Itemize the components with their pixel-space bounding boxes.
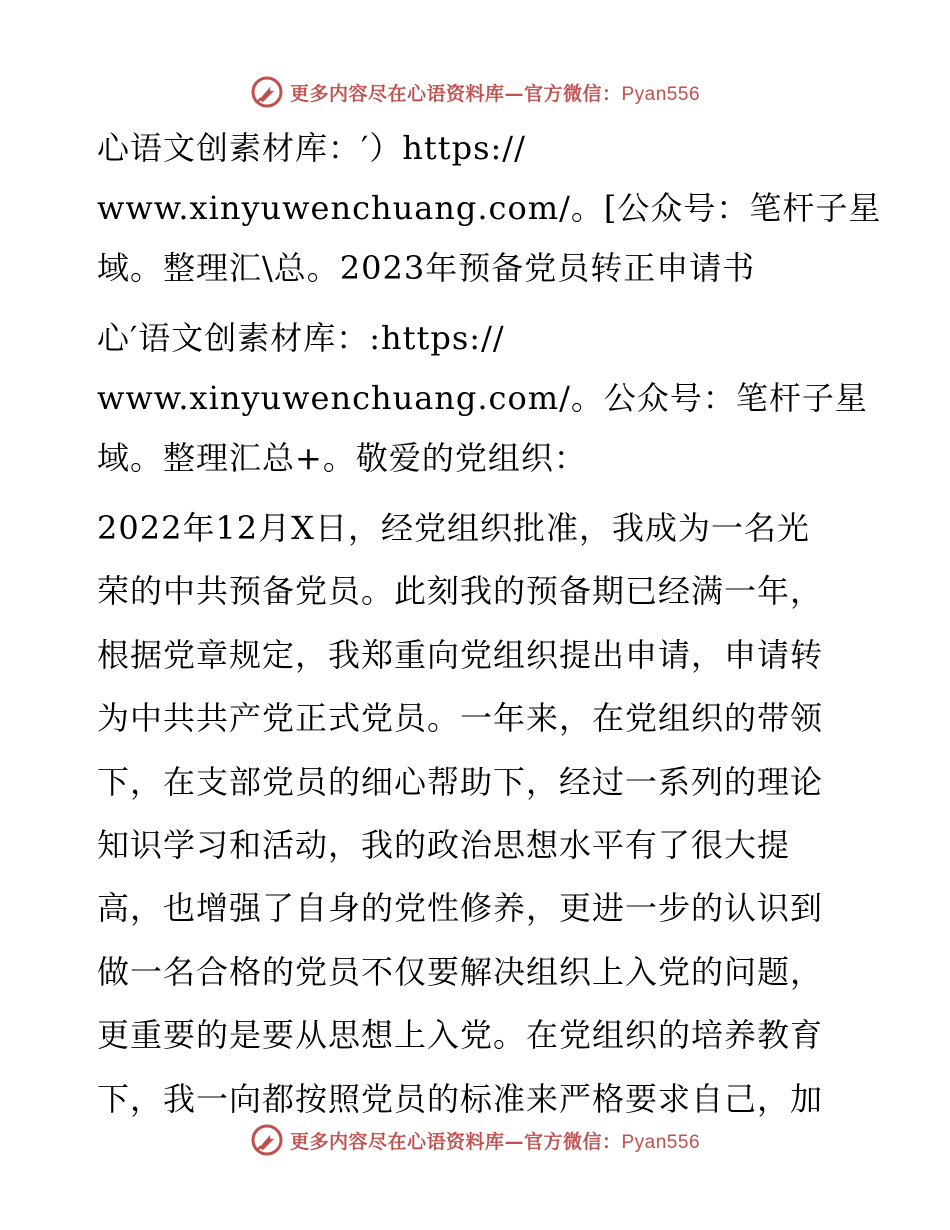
pen-nib-logo-icon xyxy=(250,75,284,109)
text-line: 根据党章规定，我郑重向党组织提出申请，申请转 xyxy=(97,635,824,674)
paragraph-body xyxy=(97,497,857,1131)
text-line: 知识学习和活动，我的政治思想水平有了很大提 xyxy=(97,825,791,864)
text-line: 为中共共产党正式党员。一年来，在党组织的带领 xyxy=(97,699,824,738)
paragraph-source-note-2 xyxy=(97,308,868,488)
footer-banner-label: 更多内容尽在心语资料库—官方微信： xyxy=(289,1130,622,1153)
text-line: 更重要的是要从思想上入党。在党组织的培养教育 xyxy=(97,1016,824,1055)
text-line: www.xinyuwenchuang.com/。公众号：笔杆子星 xyxy=(97,379,868,417)
header-banner-handle: Pyan556 xyxy=(621,83,701,105)
text-line: 高，也增强了自身的党性修养，更进一步的认识到 xyxy=(97,889,824,928)
footer-banner-text xyxy=(290,1127,700,1154)
footer-banner xyxy=(0,1118,950,1162)
text-line: 下，我一向都按照党员的标准来严格要求自己，加 xyxy=(97,1079,824,1118)
text-line: www.xinyuwenchuang.com/。[公众号：笔杆子星 xyxy=(97,189,882,227)
pen-nib-logo-icon xyxy=(250,1123,284,1157)
footer-banner-handle: Pyan556 xyxy=(621,1131,701,1153)
paragraph-source-note-1 xyxy=(97,118,882,298)
text-line: 心语文创素材库：′）https:// xyxy=(97,129,526,167)
text-line: 域。整理汇\总。2023年预备党员转正申请书 xyxy=(97,249,756,287)
text-line: 下，在支部党员的细心帮助下，经过一系列的理论 xyxy=(97,762,824,801)
header-banner-label: 更多内容尽在心语资料库—官方微信： xyxy=(289,82,622,105)
text-line: 域。整理汇总+。敬爱的党组织： xyxy=(97,439,587,477)
text-line: 荣的中共预备党员。此刻我的预备期已经满一年， xyxy=(97,572,824,611)
text-line: 2022年12月X日，经党组织批准，我成为一名光 xyxy=(97,509,810,547)
header-banner xyxy=(0,70,950,114)
header-banner-text xyxy=(290,79,700,106)
text-line: 心′语文创素材库：:https:// xyxy=(97,319,505,357)
text-line: 做一名合格的党员不仅要解决组织上入党的问题， xyxy=(97,952,824,991)
